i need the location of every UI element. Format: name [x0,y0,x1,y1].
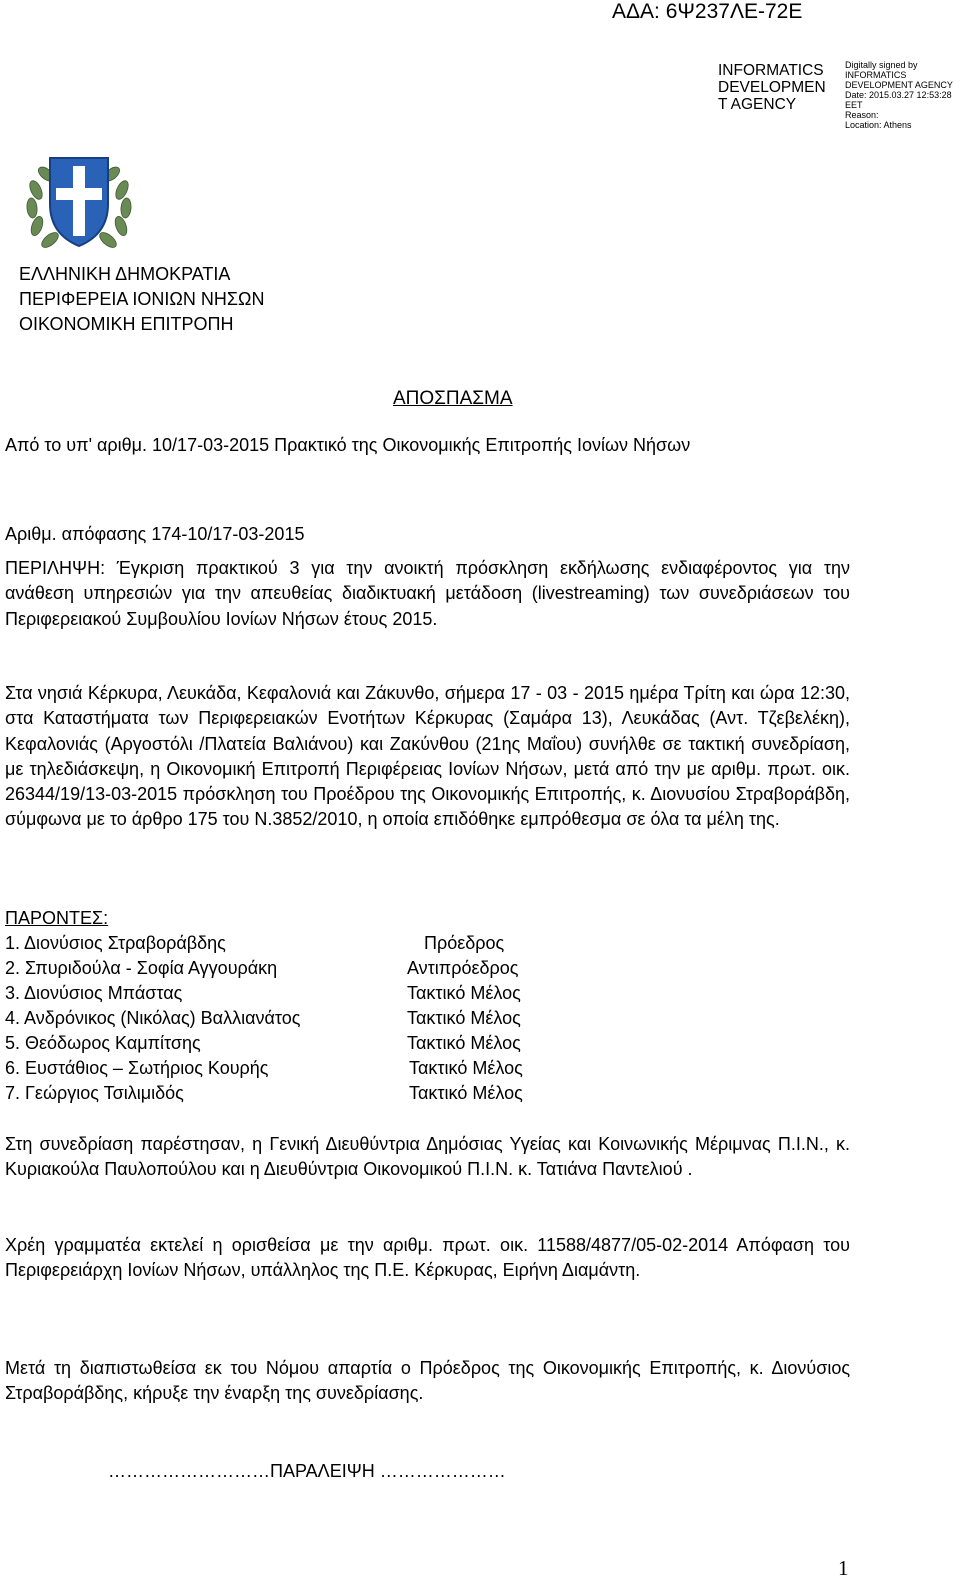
header-country: ΕΛΛΗΝΙΚΗ ΔΗΜΟΚΡΑΤΙΑ [19,264,231,284]
omission-marker: ………………………ΠΑΡΑΛΕΙΨΗ ………………… [108,1461,506,1481]
sig-line: DEVELOPMENT AGENCY [845,80,953,90]
issuer-header [19,262,264,337]
member-name: 1. Διονύσιος Στραβοράβδης [5,933,226,953]
member-role: Τακτικό Μέλος [409,1058,523,1078]
present-label: ΠΑΡΟΝΤΕΣ: [5,908,109,928]
extract-source: Από το υπ' αριθμ. 10/17-03-2015 Πρακτικό της Οικονομικής Επιτροπής Ιονίων Νήσων [5,435,691,455]
sig-line: INFORMATICS [845,70,907,80]
page-number: 1 [838,1556,849,1580]
ada-code: ΑΔΑ: 6Ψ237ΛΕ-72Ε [612,0,803,23]
member-role: Τακτικό Μέλος [407,1033,521,1053]
header-region: ΠΕΡΙΦΕΡΕΙΑ ΙΟΝΙΩΝ ΝΗΣΩΝ [19,289,265,309]
member-role: Τακτικό Μέλος [407,1008,521,1028]
member-role: Τακτικό Μέλος [409,1083,523,1103]
quorum-paragraph: Μετά τη διαπιστωθείσα εκ του Νόμου απαρτία ο Πρόεδρος της Οικονομικής Επιτροπής, κ. Διονύσιος Στραβοράβδης, κήρυξε την έναρξη της συνεδρίασης. [5,1358,850,1404]
member-name: 5. Θεόδωρος Καμπίτσης [5,1033,201,1053]
member-role: Τακτικό Μέλος [407,983,521,1003]
sig-reason: Reason: [845,110,879,120]
document-title: ΑΠΟΣΠΑΣΜΑ [393,388,513,409]
member-name: 3. Διονύσιος Μπάστας [5,983,183,1003]
attendees-paragraph: Στη συνεδρίαση παρέστησαν, η Γενική Διευθύντρια Δημόσιας Υγείας και Κοινωνικής Μέριμνας Π.Ι.Ν., κ. Κυριακούλα Παυλοπούλου και η Διευθύντρια Οικονομικού Π.Ι.Ν. κ. Τατιάνα Παντελιού . [5,1134,850,1180]
member-name: 6. Ευστάθιος – Σωτήριος Κουρής [5,1058,269,1078]
sig-line: Digitally signed by [845,60,918,70]
digital-signature-details [845,60,959,130]
greek-coat-of-arms-icon [22,150,136,254]
sig-location: Location: Athens [845,120,912,130]
member-role: Αντιπρόεδρος [407,958,519,978]
decision-number: Αριθμ. απόφασης 174-10/17-03-2015 [5,524,305,544]
member-role: Πρόεδρος [424,933,505,953]
sig-tz: EET [845,100,863,110]
secretary-paragraph: Χρέη γραμματέα εκτελεί η ορισθείσα με την αριθμ. πρωτ. οικ. 11588/4877/05-02-2014 Απόφαση του Περιφερειάρχη Ιονίων Νήσων, υπάλληλος της Π.Ε. Κέρκυρας, Ειρήνη Διαμάντη. [5,1235,850,1281]
summary: ΠΕΡΙΛΗΨΗ: Έγκριση πρακτικού 3 για την ανοικτή πρόσκληση εκδήλωσης ενδιαφέροντος για την ανάθεση υπηρεσιών για την απευθείας διαδικτυακή μετάδοση (livestreaming) των συνεδριάσεων του Περιφερειακού Συμβουλίου Ιονίων Νήσων έτους 2015. [5,558,850,629]
member-name: 7. Γεώργιος Τσιλιμιδός [5,1083,184,1103]
intro-paragraph: Στα νησιά Κέρκυρα, Λευκάδα, Κεφαλονιά και Ζάκυνθο, σήμερα 17 - 03 - 2015 ημέρα Τρίτη και ώρα 12:30, στα Καταστήματα των Περιφερειακών Ενοτήτων Κέρκυρας (Σαμάρα 13), Λευκάδας (Αντ. Τζεβελέκη), Κεφαλονιάς (Αργοστόλι /Πλατεία Βαλιάνου) και Ζακύνθου (21ης Μαΐου) συνήλθε σε τακτική συνεδρίαση, με τηλεδιάσκεψη, η Οικονομική Επιτροπή Περιφέρειας Ιονίων Νήσων, μετά από την με αριθμ. πρωτ. οικ. 26344/19/13-03-2015 πρόσκληση του Προέδρου της Οικονομικής Επιτροπής, κ. Διονυσίου Στραβοράβδη, σύμφωνα με το άρθρο 175 του Ν.3852/2010, η οποία επιδόθηκε εμπρόθεσμα σε όλα τα μέλη της. [5,683,850,830]
sig-date: Date: 2015.03.27 12:53:28 [845,90,952,100]
header-committee: ΟΙΚΟΝΟΜΙΚΗ ΕΠΙΤΡΟΠΗ [19,314,234,334]
member-name: 4. Ανδρόνικος (Νικόλας) Βαλλιανάτος [5,1008,301,1028]
member-name: 2. Σπυριδούλα - Σοφία Αγγουράκη [5,958,278,978]
signer-name: INFORMATICS DEVELOPMEN T AGENCY [718,62,826,113]
